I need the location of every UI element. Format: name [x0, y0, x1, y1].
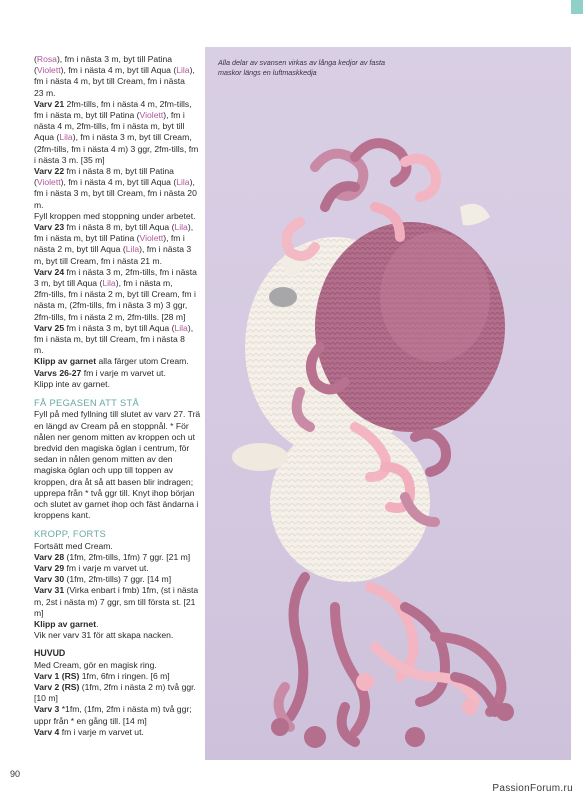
top-band [0, 0, 205, 14]
text-line: Med Cream, gör en magisk ring. [34, 659, 157, 670]
text-line: fm i nästa m, byt till Cream, fm i nästa 8 [34, 334, 185, 345]
text-line: en längd av Cream på en stoppnål. * För [34, 420, 189, 431]
text-line: nästa 4 m, 2fm-tills, fm i nästa m, byt till [34, 121, 185, 132]
round-25: Varv 25 fm i nästa 3 m, byt till Aqua (Lila), [34, 322, 194, 333]
text-line: upprepa från * två ggr till. Knyt ihop början [34, 487, 195, 498]
round-31: Varv 31 (Virka enbart i fmb) 1fm, (st i nästa [34, 585, 199, 596]
round-26-27: Varvs 26-27 fm i varje m varvet ut. [34, 367, 166, 378]
round-2: Varv 2 (RS) (1fm, 2fm i nästa 2 m) två ggr. [34, 681, 196, 692]
text-line: (Rosa), fm i nästa 3 m, byt till Patina [34, 54, 173, 64]
pattern-text-column [34, 54, 204, 738]
round-3: Varv 3 *1fm, (1fm, 2fm i nästa m) två ggr; [34, 704, 192, 715]
text-line: i nästa 3 m. [35 m] [34, 154, 105, 165]
round-28: Varv 28 (1fm, 2fm-tills, 1fm) 7 ggr. [21 m] [34, 551, 191, 562]
text-line: och slutet av garnet ihop och fäst ändarna i [34, 498, 199, 509]
text-line: nålen ner genom mitten av kroppen och ut [34, 431, 195, 442]
text-line: (2fm-tills, fm i nästa 4 m) 3 ggr, 2fm-tills, fm [34, 143, 199, 154]
text-line: 2fm-tills, fm i nästa 2 m, byt till Cream, fm i [34, 289, 196, 300]
round-22: Varv 22 fm i nästa 8 m, byt till Patina [34, 166, 174, 177]
round-30: Varv 30 (1fm, 2fm-tills) 7 ggr. [14 m] [34, 574, 172, 585]
text-line: Vik ner varv 31 för att skapa nacken. [34, 630, 174, 641]
cut-yarn-note: Klipp av garnet. [34, 618, 99, 629]
section-heading-head: HUVUD [34, 648, 66, 659]
text-line: m, byt till Cream, fm i nästa 21 m. [34, 255, 162, 266]
round-21: Varv 21 2fm-tills, fm i nästa 4 m, 2fm-tills, [34, 98, 192, 109]
top-accent [571, 0, 583, 14]
pegasus-illustration [205, 47, 571, 760]
photo-caption: Alla delar av svansen virkas av långa kedjor av fasta maskor längs en luftmaskkedja [218, 58, 385, 77]
section-heading-body-cont: KROPP, FORTS [34, 528, 107, 540]
text-line: kroppen, dra åt så att basen blir indragen; [34, 476, 194, 487]
round-4: Varv 4 fm i varje m varvet ut. [34, 726, 144, 737]
watermark: PassionForum.ru [492, 783, 573, 794]
text-line: [10 m] [34, 693, 58, 704]
text-line: Fortsätt med Cream. [34, 540, 113, 551]
text-line: Fyll kroppen med stoppning under arbetet. [34, 210, 196, 221]
round-1: Varv 1 (RS) 1fm, 6fm i ringen. [6 m] [34, 670, 170, 681]
text-line: m, 2st i nästa m) 7 ggr, sm till första st. [21 [34, 596, 196, 607]
text-line: magiska öglan och upp till toppen av [34, 465, 174, 476]
text-line: Aqua (Lila), fm i nästa 3 m, byt till Cream, [34, 132, 192, 143]
text-line: kroppens kant. [34, 510, 91, 521]
text-line: 2fm-tills, fm i nästa 2 m, 2fm-tills. [28 m] [34, 311, 186, 322]
section-heading-stand: FÅ PEGASEN ATT STÅ [34, 397, 140, 409]
text-line: m] [34, 607, 44, 618]
text-line: nästa m, (2fm-tills, fm i nästa 3 m) 3 ggr, [34, 300, 188, 311]
text-line: (Violett), fm i nästa 4 m, byt till Aqua (Lila), [34, 65, 195, 76]
text-line: uppr från * en gång till. [14 m] [34, 715, 147, 726]
text-line: Klipp inte av garnet. [34, 378, 110, 389]
text-line: m. [34, 199, 44, 210]
round-29: Varv 29 fm i varje m varvet ut. [34, 562, 149, 573]
text-line: 23 m. [34, 87, 56, 98]
text-line: fm i nästa 3 m, byt till Cream, fm i nästa 20 [34, 188, 197, 199]
text-line: fm i nästa 4 m, byt till Cream, fm i nästa [34, 76, 185, 87]
text-line: m. [34, 345, 44, 356]
text-line: fm i nästa m, byt till Patina (Violett), fm i [34, 110, 185, 121]
round-23: Varv 23 fm i nästa 8 m, byt till Aqua (Lila), [34, 222, 194, 233]
amigurumi-photo [205, 47, 571, 760]
text-line: sedan in nålen genom mitten av den [34, 454, 173, 465]
text-line: Fyll på med fyllning till slutet av varv 27. Trä [34, 409, 201, 420]
top-bar [0, 0, 583, 14]
text-line: bredvid den magiska öglan i centrum, för [34, 442, 190, 453]
cut-yarn-note: Klipp av garnet alla färger utom Cream. [34, 356, 189, 367]
text-line: fm i nästa m, byt till Patina (Violett), fm i [34, 233, 185, 244]
text-line: (Violett), fm i nästa 4 m, byt till Aqua (Lila), [34, 177, 195, 188]
page-number: 90 [10, 769, 21, 779]
text-line: 3 m, byt till Aqua (Lila), fm i nästa m, [34, 278, 173, 289]
text-line: nästa 2 m, byt till Aqua (Lila), fm i nästa 3 [34, 244, 192, 255]
round-24: Varv 24 fm i nästa 3 m, 2fm-tills, fm i nästa [34, 266, 197, 277]
